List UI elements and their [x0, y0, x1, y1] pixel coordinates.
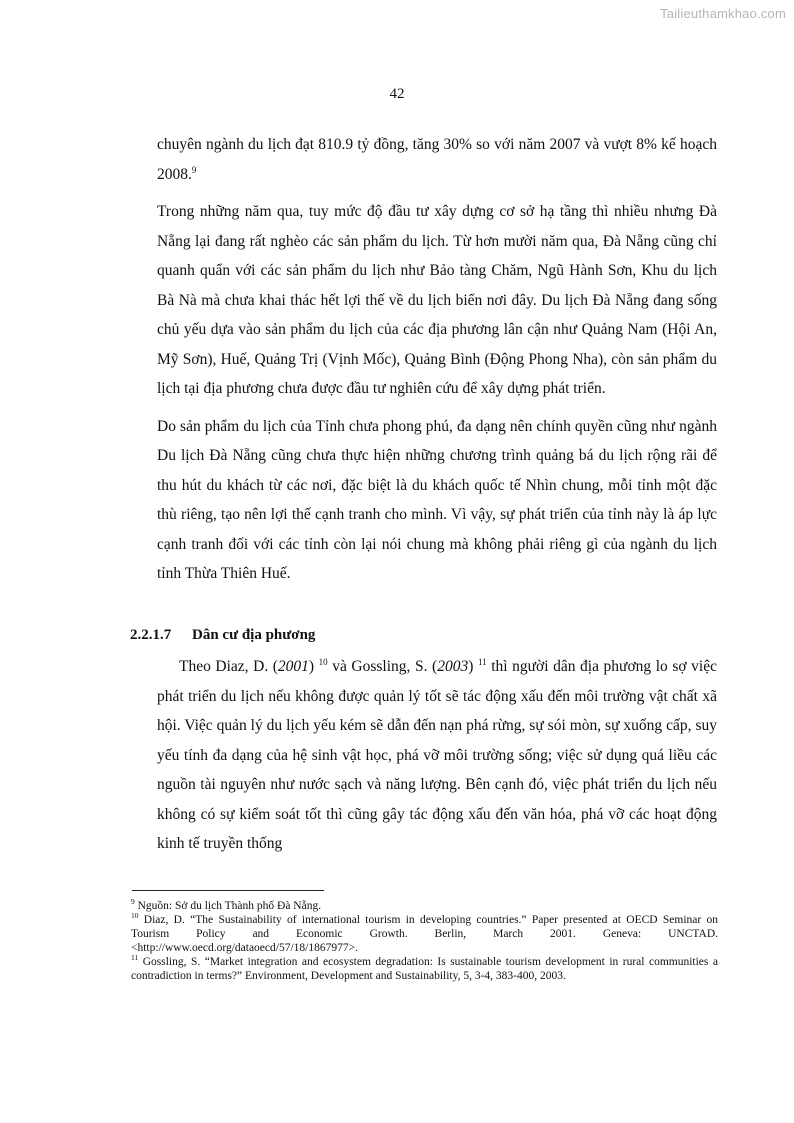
section-number: 2.2.1.7 — [130, 627, 172, 643]
paragraph-3: Do sản phẩm du lịch của Tỉnh chưa phong phú, đa dạng nên chính quyền cũng như ngành Du lịch Đà Nẵng cũng chưa thực hiện những chương trình quảng bá du lịch rộng rãi để thu hút du khách từ các nơi, đặc biệt là du khách quốc tế Nhìn chung, mỗi tỉnh một đặc thù riêng, tạo nên lợi thế cạnh tranh cho mình. Vì vậy, sự phát triển của tỉnh này là áp lực cạnh tranh đối với các tỉnh còn lại nói chung mà không phải riêng gì của ngành du lịch tỉnh Thừa Thiên Huế. — [157, 417, 717, 582]
section-heading — [130, 627, 315, 644]
footnote-10: $^{10}$ Diaz, D. “The Sustainability of international tourism in developing countries.” Paper presented at OECD Seminar on Tourism Policy and Economic Growth. Berlin, March 2001. Geneva: UNCTAD. <http://www.oecd.org/dataoecd/57/18/1867977>. — [131, 911, 718, 954]
footnote-ref: 10 — [318, 656, 328, 667]
paragraph-2: Trong những năm qua, tuy mức độ đầu tư xây dựng cơ sở hạ tầng thì nhiều nhưng Đà Nẵng lại đang rất nghèo các sản phẩm du lịch. Từ hơn mười năm qua, Đà Nẵng cũng chỉ quanh quẩn với các sản phẩm du lịch như Bảo tàng Chăm, Ngũ Hành Sơn, Khu du lịch Bà Nà mà chưa khai thác hết lợi thế về du lịch biển nơi đây. Du lịch Đà Nẵng đang sống chủ yếu dựa vào sản phẩm du lịch của các địa phương lân cận như Quảng Nam (Hội An, Mỹ Sơn), Huế, Quảng Trị (Vịnh Mốc), Quảng Bình (Động Phong Nha), còn sản phẩm du lịch tại địa phương chưa được đầu tư nghiên cứu để xây dựng phát triển. — [157, 203, 717, 397]
page-number: 42 — [389, 86, 405, 102]
footnote-11: $^{11}$ Gossling, S. “Market integration and ecosystem degradation: Is sustainable tourism development in rural communities a contradiction in terms?” Environment, Development and Sustainability, 5, 3-4, 383-400, 2003. — [131, 953, 718, 982]
watermark: Tailieuthamkhao.com — [660, 6, 786, 21]
paragraph-text: chuyên ngành du lịch đạt 810.9 tỷ đồng, tăng 30% so với năm 2007 và vượt 8% kế hoạch 2008. — [157, 136, 717, 183]
footnote-9: $^9$ Nguồn: Sở du lịch Thành phố Đà Nẵng. — [131, 897, 322, 912]
footnote-ref: 9 — [191, 164, 197, 175]
section-title: Dân cư địa phương — [192, 627, 316, 643]
body-text — [157, 130, 717, 597]
paragraph-1 — [157, 130, 717, 189]
footnotes — [131, 899, 718, 983]
citation-year: 2003 — [437, 658, 469, 675]
citation-year: 2001 — [277, 658, 309, 675]
section-paragraph: Theo Diaz, D. (2001) $^{10}$ và Gossling, S. (2003) $^{11}$ thì người dân địa phương lo sợ việc phát triển du lịch nếu không được quản lý tốt sẽ tác động xấu đến môi trường vật chất xã hội. Việc quản lý du lịch yếu kém sẽ dẫn đến nạn phá rừng, sự sói mòn, sự xuống cấp, suy yếu tính đa dạng của hệ sinh vật học, phá vỡ môi trường sống; việc sử dụng quá liều các nguồn tài nguyên như nước sạch và năng lượng. Bên cạnh đó, việc phát triển du lịch nếu không có sự kiểm soát tốt thì cũng gây tác động xấu đến văn hóa, phá vỡ các hoạt động kinh tế truyền thống — [157, 656, 717, 852]
footnote-ref: 11 — [477, 656, 487, 667]
footnote-divider — [132, 890, 324, 891]
